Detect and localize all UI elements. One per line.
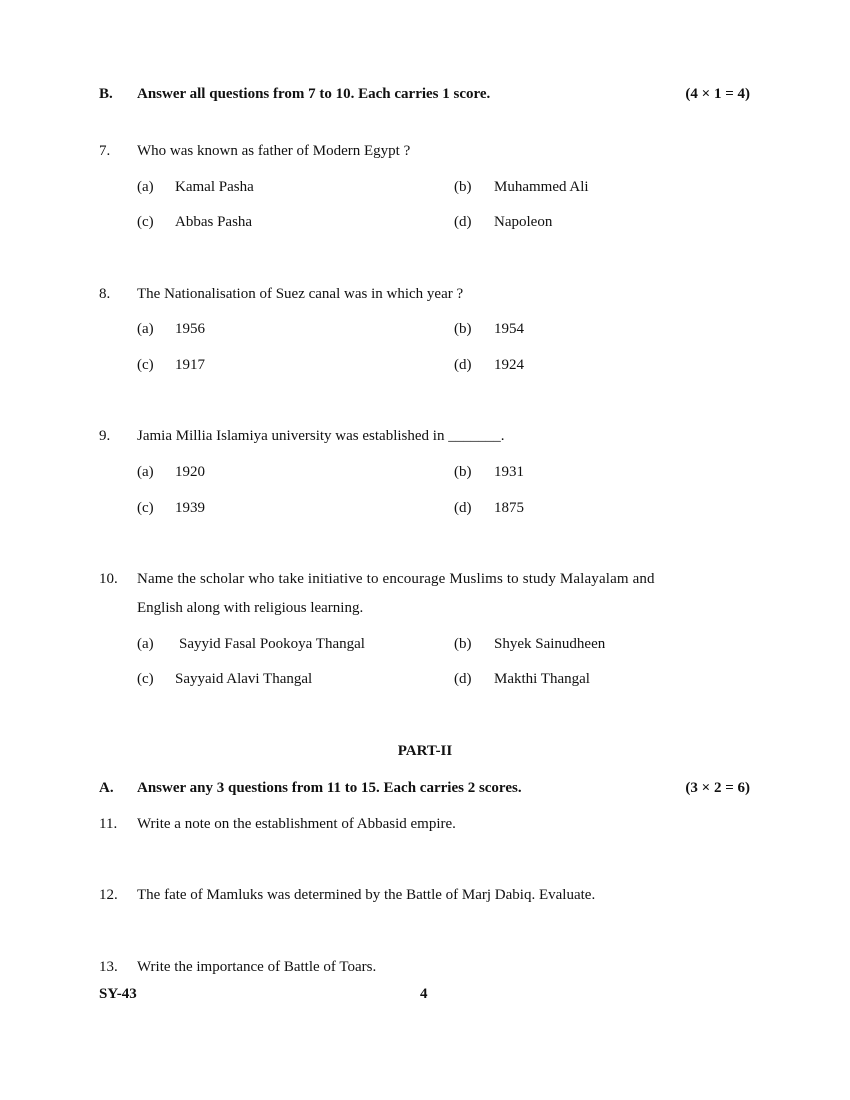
q9-option-c-text: 1939 [175, 500, 205, 516]
question-11-number: 11. [99, 816, 118, 832]
section-a-marks: (3 × 2 = 6) [685, 780, 750, 796]
part-2-title: PART-II [397, 743, 453, 759]
q8-option-b-text: 1954 [494, 321, 524, 337]
q9-option-c-label: (c) [137, 500, 154, 516]
q10-option-a-label: (a) [137, 636, 154, 652]
footer-code: SY-43 [99, 986, 137, 1002]
question-12-text: The fate of Mamluks was determined by the Battle of Marj Dabiq. Evaluate. [137, 887, 596, 903]
section-a-letter: A. [99, 780, 114, 796]
q8-option-b-label: (b) [454, 321, 472, 337]
q8-option-c-label: (c) [137, 357, 154, 373]
section-a-instruction: Answer any 3 questions from 11 to 15. Each carries 2 scores. [137, 780, 522, 796]
question-7-text: Who was known as father of Modern Egypt ? [137, 143, 411, 159]
q10-option-b-label: (b) [454, 636, 472, 652]
question-8-number: 8. [99, 286, 111, 302]
q9-option-a-text: 1920 [175, 464, 205, 480]
question-10-number: 10. [99, 571, 118, 587]
question-7-number: 7. [99, 143, 111, 159]
q7-option-c-label: (c) [137, 214, 154, 230]
question-9-number: 9. [99, 428, 111, 444]
question-12-number: 12. [99, 887, 118, 903]
q7-option-a-text: Kamal Pasha [175, 179, 254, 195]
q8-option-c-text: 1917 [175, 357, 205, 373]
q7-option-a-label: (a) [137, 179, 154, 195]
question-13-number: 13. [99, 959, 118, 975]
question-11-text: Write a note on the establishment of Abbasid empire. [137, 816, 456, 832]
q8-option-d-label: (d) [454, 357, 472, 373]
q10-option-c-label: (c) [137, 671, 154, 687]
question-13-text: Write the importance of Battle of Toars. [137, 959, 377, 975]
q7-option-c-text: Abbas Pasha [175, 214, 253, 230]
section-b-instruction: Answer all questions from 7 to 10. Each carries 1 score. [137, 86, 491, 102]
page-number: 4 [420, 986, 428, 1002]
q9-option-d-text: 1875 [494, 500, 524, 516]
question-8-text: The Nationalisation of Suez canal was in which year ? [137, 286, 464, 302]
q9-option-b-text: 1931 [494, 464, 524, 480]
q10-option-a-text: Sayyid Fasal Pookoya Thangal [179, 636, 365, 652]
q7-option-d-label: (d) [454, 214, 472, 230]
question-9-text: Jamia Millia Islamiya university was established in _______. [137, 428, 505, 444]
q8-option-a-label: (a) [137, 321, 154, 337]
q7-option-b-text: Muhammed Ali [494, 179, 589, 195]
question-10-text-line-2: English along with religious learning. [137, 600, 364, 616]
q10-option-d-label: (d) [454, 671, 472, 687]
q10-option-b-text: Shyek Sainudheen [494, 636, 606, 652]
q8-option-a-text: 1956 [175, 321, 205, 337]
q9-option-b-label: (b) [454, 464, 472, 480]
q9-option-a-label: (a) [137, 464, 154, 480]
q10-option-d-text: Makthi Thangal [494, 671, 590, 687]
q7-option-d-text: Napoleon [494, 214, 553, 230]
q8-option-d-text: 1924 [494, 357, 524, 373]
q10-option-c-text: Sayyaid Alavi Thangal [175, 671, 313, 687]
section-b-marks: (4 × 1 = 4) [685, 86, 750, 102]
section-b-letter: B. [99, 86, 113, 102]
question-10-text-line-1: Name the scholar who take initiative to encourage Muslims to study Malayalam and [137, 571, 655, 587]
q7-option-b-label: (b) [454, 179, 472, 195]
q9-option-d-label: (d) [454, 500, 472, 516]
